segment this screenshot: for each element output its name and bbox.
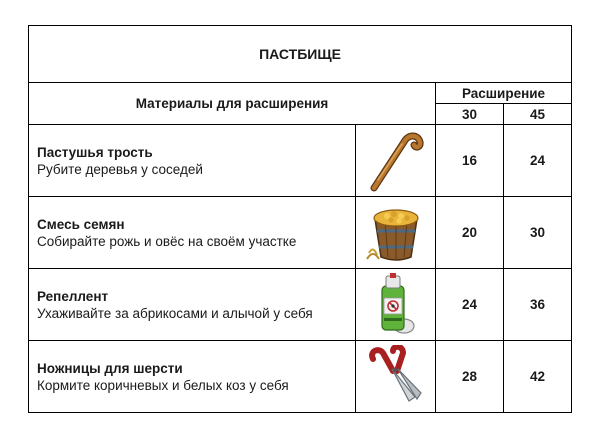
item-name: Смесь семян	[37, 216, 125, 232]
table-row	[29, 125, 572, 197]
repellent-spray-icon	[364, 272, 428, 338]
expansion-header: Расширение	[436, 83, 572, 104]
value-30: 28	[436, 341, 504, 413]
table-title: ПАСТБИЩЕ	[29, 26, 572, 83]
item-text-cell	[29, 125, 356, 197]
table-row	[29, 197, 572, 269]
expansion-level-45: 45	[504, 104, 572, 125]
value-30: 20	[436, 197, 504, 269]
materials-header: Материалы для расширения	[29, 83, 436, 125]
value-30: 24	[436, 269, 504, 341]
item-name: Репеллент	[37, 288, 109, 304]
item-name: Ножницы для шерсти	[37, 360, 183, 376]
value-45: 42	[504, 341, 572, 413]
item-image-cell	[356, 269, 436, 341]
item-image-cell	[356, 125, 436, 197]
item-description: Ухаживайте за абрикосами и алычой у себя	[37, 305, 313, 321]
table-row	[29, 341, 572, 413]
item-text-cell	[29, 197, 356, 269]
value-30: 16	[436, 125, 504, 197]
expansion-materials-table	[28, 25, 572, 413]
item-description: Рубите деревья у соседей	[37, 161, 203, 177]
value-45: 36	[504, 269, 572, 341]
item-description: Кормите коричневых и белых коз у себя	[37, 377, 289, 393]
item-name: Пастушья трость	[37, 144, 153, 160]
shepherd-staff-icon	[364, 128, 428, 194]
item-description: Собирайте рожь и овёс на своём участке	[37, 233, 297, 249]
item-text-cell	[29, 269, 356, 341]
table-row	[29, 269, 572, 341]
value-45: 24	[504, 125, 572, 197]
item-image-cell	[356, 341, 436, 413]
item-image-cell	[356, 197, 436, 269]
shears-icon	[363, 345, 429, 409]
item-text-cell	[29, 341, 356, 413]
expansion-level-30: 30	[436, 104, 504, 125]
value-45: 30	[504, 197, 572, 269]
seed-bucket-icon	[363, 201, 429, 265]
